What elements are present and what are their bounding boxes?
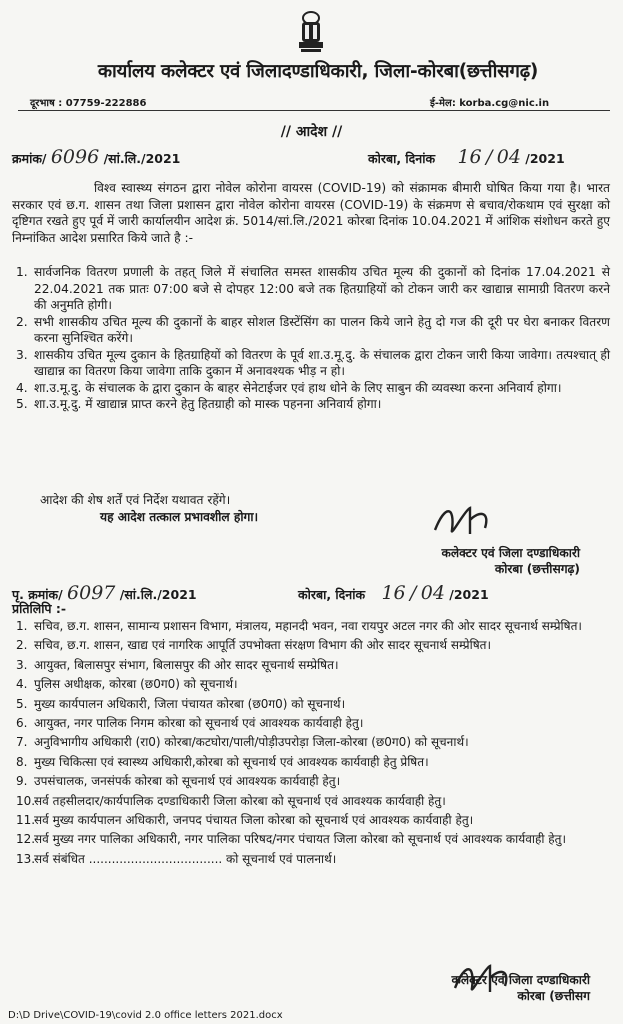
list-item (12, 264, 610, 314)
list-item-text: अनुविभागीय अधिकारी (रा0) कोरबा/कटघोरा/पाली/पोड़ीउपरोड़ा जिला-कोरबा (छ0ग0) को सूचनार्थ। (34, 735, 469, 750)
list-item-text: मुख्य कार्यपालन अधिकारी, जिला पंचायत कोरबा (छ0ग0) को सूचनार्थ। (34, 696, 346, 711)
copy-date: कोरबा, दिनांक 16 / 04 /2021 (298, 582, 489, 604)
list-item (12, 676, 610, 693)
list-item-number: 4. (16, 677, 28, 692)
list-item-number: 13. (16, 851, 36, 866)
copy-list (12, 618, 610, 870)
closing-line-1: आदेश की शेष शर्तें एवं निर्देश यथावत रहेंगे। (40, 493, 231, 507)
ref-number: 6096 (50, 146, 100, 168)
list-item-number: 2. (16, 638, 28, 653)
list-item-number: 3. (16, 657, 28, 672)
list-item-number: 11. (16, 813, 36, 828)
signatory-place: कोरबा (छत्तीसगढ़) (494, 562, 580, 576)
list-item (12, 696, 610, 713)
list-item (12, 396, 610, 413)
order-reference (12, 146, 180, 168)
signatory-title: कलेक्टर एवं जिला दण्डाधिकारी (441, 546, 580, 560)
copy-ref-suffix: /सां.लि./2021 (119, 587, 197, 602)
order-points (12, 264, 610, 413)
list-item-text: आयुक्त, नगर पालिक निगम कोरबा को सूचनार्थ एवं आवश्यक कार्यवाही हेतु। (34, 716, 364, 731)
list-item-text: आयुक्त, बिलासपुर संभाग, बिलासपुर की ओर सादर सूचनार्थ सम्प्रेषित। (34, 657, 339, 672)
order-signatory (380, 545, 580, 577)
list-item-text: सचिव, छ.ग. शासन, खाद्य एवं नागरिक आपूर्ति उपभोक्ता संरक्षण विभाग की ओर सादर सूचनार्थ सम्प्रेषित। (34, 638, 492, 653)
list-item-number: 6. (16, 716, 28, 731)
copy-signatory-place: कोरबा (छत्तीसग (517, 989, 590, 1003)
list-item-text: सर्व मुख्य नगर पालिका अधिकारी, नगर पालिका परिषद/नगर पंचायत जिला कोरबा को सूचनार्थ एवं आवश्यक कार्यवाही हेतु। (34, 832, 567, 847)
list-item-number: 9. (16, 774, 28, 789)
list-item (12, 618, 610, 635)
list-item-text: सर्व तहसीलदार/कार्यपालिक दण्डाधिकारी जिला कोरबा को सूचनार्थ एवं आवश्यक कार्यवाही हेतु। (34, 793, 446, 808)
copy-date-year: /2021 (449, 587, 489, 602)
intro-paragraph: विश्व स्वास्थ्य संगठन द्वारा नोवेल कोरोना वायरस (COVID-19) को संक्रामक बीमारी घोषित किया गया है। भारत सरकार एवं छ.ग. शासन तथा जिला प्रशासन द्वारा नोवेल कोरोना वायरस (COVID-19) के संक्रमण से बचाव/रोकथाम एवं सुरक्षा को दृष्टिगत रखते हुए पूर्व में जारी कार्यालयीन आदेश क्रं. 5014/सां.लि./2021 कोरबा दिनांक 10.04.2021 में आंशिक संशोधन करते हुए निम्नांकित आदेश प्रसारित किये जाते है :- (12, 181, 610, 245)
copy-ref-label: पृ. क्रमांक/ (12, 587, 63, 602)
order-date: कोरबा, दिनांक 16 / 04 /2021 (368, 146, 565, 168)
list-item-number: 7. (16, 735, 28, 750)
ref-suffix: /सां.लि./2021 (103, 151, 181, 166)
list-item-number: 4. (16, 380, 28, 395)
list-item (12, 734, 610, 751)
list-item (12, 773, 610, 790)
list-item-number: 12. (16, 832, 36, 847)
ref-label: क्रमांक/ (12, 151, 47, 166)
list-item-text: सर्व संबंधित ................................... को सूचनार्थ एवं पालनार्थ। (34, 851, 337, 866)
list-item-number: 5. (16, 696, 28, 711)
list-item-number: 5. (16, 397, 28, 411)
list-item-text: मुख्य चिकित्सा एवं स्वास्थ्य अधिकारी,कोरबा को सूचनार्थ एवं आवश्यक कार्यवाही हेतु प्रेषित। (34, 754, 429, 769)
closing-block (40, 492, 258, 526)
list-item (12, 347, 610, 380)
list-item-number: 1. (16, 619, 28, 633)
copy-place-date-label: कोरबा, दिनांक (298, 587, 366, 602)
closing-line-2: यह आदेश तत्काल प्रभावशील होगा। (100, 510, 259, 524)
list-item-text: सभी शासकीय उचित मूल्य की दुकानों के बाहर सोशल डिस्टेंसिंग का पालन किये जाने हेतु दो गज की दूरी पर घेरा बनाकर वितरण करना सुनिश्चित करेंगे। (34, 314, 610, 345)
state-emblem-icon (290, 8, 332, 56)
list-item-text: शासकीय उचित मूल्य दुकान के हितग्राहियों को वितरण के पूर्व शा.उ.मू.दु. के संचालक द्वारा टोकन जारी किया जावेगा। तत्पश्चात् ही खाद्यान्न का वितरण किया जावेगा ताकि दुकान में अनावश्यक भीड़ न हो। (34, 347, 610, 378)
list-item-text: शा.उ.मू.दु. में खाद्यान्न प्राप्त करने हेतु हितग्राही को मास्क पहनना अनिवार्य होगा। (34, 397, 382, 411)
list-item (12, 637, 610, 654)
list-item-text: पुलिस अधीक्षक, कोरबा (छ0ग0) को सूचनार्थ। (34, 677, 238, 692)
date-month: 04 (496, 146, 521, 168)
file-path-footer: D:\D Drive\COVID-19\covid 2.0 office letters 2021.docx (8, 1010, 283, 1021)
list-item-number: 10. (16, 793, 36, 808)
copy-signatory-title: कलेक्टर एवं जिला दण्डाधिकारी (451, 973, 590, 987)
list-item-number: 2. (16, 314, 28, 329)
list-item-number: 1. (16, 265, 28, 279)
copy-heading: प्रतिलिपि :- (12, 601, 67, 616)
copy-date-day: 16 (381, 582, 406, 604)
office-title: कार्यालय कलेक्टर एवं जिलादण्डाधिकारी, जिला-कोरबा(छत्तीसगढ़) (97, 61, 539, 82)
list-item (12, 380, 610, 397)
list-item (12, 793, 610, 810)
list-item (12, 851, 610, 868)
list-item-text: सार्वजनिक वितरण प्रणाली के तहत् जिले में संचालित समस्त शासकीय उचित मूल्य की दुकानों को दिनांक 17.04.2021 से 22.04.2021 तक प्रातः 07:00 बजे से दोपहर 12:00 बजे तक हितग्राहियों को टोकन जारी कर खाद्यान्न सामाग्री वितरण करने की अनुमति होगी। (34, 265, 610, 312)
list-item (12, 812, 610, 829)
list-item (12, 314, 610, 347)
list-item (12, 754, 610, 771)
date-day: 16 (457, 146, 482, 168)
list-item-number: 8. (16, 754, 28, 769)
list-item-text: उपसंचालक, जनसंपर्क कोरबा को सूचनार्थ एवं आवश्यक कार्यवाही हेतु। (34, 774, 341, 789)
list-item-number: 3. (16, 347, 28, 362)
email-address: ई-मेल: korba.cg@nic.in (430, 98, 550, 109)
header-divider (18, 110, 610, 111)
list-item (12, 831, 610, 848)
order-heading: // आदेश // (280, 124, 343, 140)
date-year: /2021 (525, 151, 565, 166)
list-item-text: सर्व मुख्य कार्यपालन अधिकारी, जनपद पंचायत जिला कोरबा को सूचनार्थ एवं आवश्यक कार्यवाही हेतु। (34, 813, 474, 828)
place-date-label: कोरबा, दिनांक (368, 151, 436, 166)
list-item-text: सचिव, छ.ग. शासन, सामान्य प्रशासन विभाग, मंत्रालय, महानदी भवन, नवा रायपुर अटल नगर की ओर सादर सूचनार्थ सम्प्रेषित। (34, 619, 582, 633)
copy-signatory (390, 972, 590, 1004)
signature-mark (430, 500, 500, 540)
list-item-text: शा.उ.मू.दु. के संचालक के द्वारा दुकान के बाहर सेनेटाईजर एवं हाथ धोने के लिए साबुन की व्यवस्था करना अनिवार्य होगा। (34, 380, 562, 395)
copy-date-month: 04 (420, 582, 445, 604)
phone-number: दूरभाष : 07759-222886 (30, 98, 147, 109)
list-item (12, 715, 610, 732)
list-item (12, 657, 610, 674)
copy-ref-number: 6097 (67, 582, 116, 604)
